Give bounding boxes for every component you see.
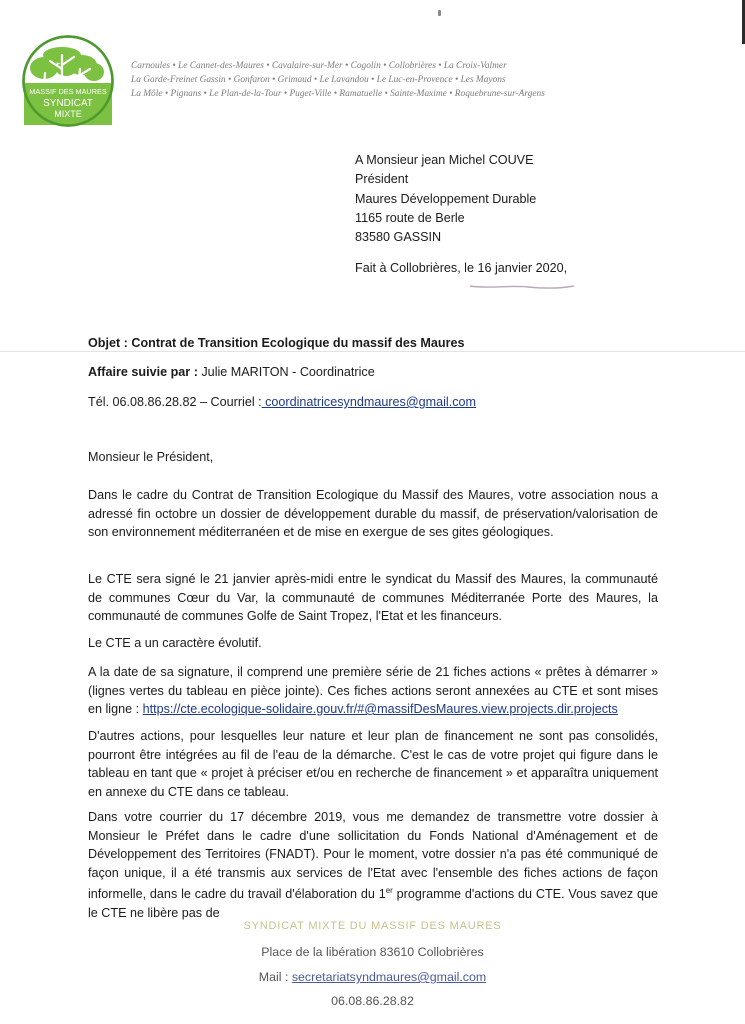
footer-mail-label: Mail : [258, 970, 292, 984]
paragraph-3: Le CTE a un caractère évolutif. [88, 636, 262, 650]
paragraph-5: D'autres actions, pour lesquelles leur nature et leur plan de financement ne sont pas consolidés, pourront être intégrées au fil de l'eau de la démarche. C'est le cas de votre projet qui figure dans le tableau en tant que « projet à préciser et/ou en recherche de financement » et apparaîtra uniquement en annexe du CTE dans ce tableau. [88, 729, 658, 799]
paragraph-6-end: programme d'actions du CTE. Vous savez que le CTE ne libère pas de [88, 887, 658, 920]
paragraph-6-text: Dans votre courrier du 17 décembre 2019, vous me demandez de transmettre votre dossier à Monsieur le Préfet dans le cadre d'une sollicitation du Fonds National d'Aménagement et de Développement des Territoires (FNADT). Pour le moment, votre dossier n'a pas été communiqué de façon unique, il a été transmis aux services de l'Etat avec l'ensemble des fiches actions de façon informelle, dans le cadre du travail d'élaboration du 1 [88, 810, 658, 902]
contact-email-link[interactable]: coordinatricesyndmaures@gmail.com [261, 395, 476, 409]
communes-line-2: La Garde-Freinet Gassin • Gonfaron • Grimaud • Le Lavandou • Le Luc-en-Provence • Les Mayons [131, 75, 506, 85]
paragraph-4 [88, 663, 658, 719]
pen-stroke-mark [468, 283, 576, 291]
contact-line [88, 395, 476, 409]
footer-address: Place de la libération 83610 Collobrières [261, 945, 484, 959]
affaire-label: Affaire suivie par : [88, 365, 198, 379]
contact-tel: Tél. 06.08.86.28.82 – Courriel : [88, 395, 262, 409]
scan-speck [438, 10, 441, 16]
fold-line [0, 351, 745, 352]
footer-mail-line [0, 970, 745, 984]
footer-mail-link[interactable]: secretariatsyndmaures@gmail.com [291, 970, 487, 984]
recipient-line-5: 83580 GASSIN [355, 230, 442, 245]
communes-line-3: La Môle • Pignans • Le Plan-de-la-Tour • Puget-Ville • Ramatuelle • Sainte-Maxime • Roquebrune-sur-Argens [131, 89, 545, 99]
affaire-line [88, 365, 375, 379]
logo-line-3: MIXTE [54, 109, 82, 119]
logo-line-1: MASSIF DES MAURES [29, 87, 107, 96]
cte-projects-link[interactable]: https://cte.ecologique-solidaire.gouv.fr/#@massifDesMaures.view.projects.dir.projects [142, 702, 618, 716]
tree-logo-icon [22, 35, 114, 127]
greeting: Monsieur le Président, [88, 450, 214, 464]
affaire-value: Julie MARITON - Coordinatrice [197, 365, 375, 379]
recipient-line-3: Maures Développement Durable [355, 191, 537, 206]
object-label: Objet : Contrat de Transition Ecologique du massif des Maures [88, 336, 465, 350]
paragraph-2: Le CTE sera signé le 21 janvier après-midi entre le syndicat du Massif des Maures, la communauté de communes Cœur du Var, la communauté de communes Méditerranée Porte des Maures, la communauté de communes Golfe de Saint Tropez, l'Etat et les financeurs. [88, 572, 658, 623]
recipient-line-2: Président [355, 172, 409, 187]
paragraph-1: Dans le cadre du Contrat de Transition Ecologique du Massif des Maures, votre association nous a adressé fin octobre un dossier de développement durable du massif, de préservation/valorisation de son environnement méditerranéen et de mise en exergue de ses gites géologiques. [88, 488, 658, 539]
object-line [88, 336, 464, 350]
paragraph-6-sup: er [385, 886, 393, 895]
communes-header [131, 59, 651, 101]
logo-line-2: SYNDICAT [43, 98, 93, 109]
recipient-line-4: 1165 route de Berle [355, 210, 465, 225]
date-line: Fait à Collobrières, le 16 janvier 2020, [355, 261, 568, 275]
footer-org: SYNDICAT MIXTE DU MASSIF DES MAURES [243, 920, 502, 932]
paragraph-6 [88, 808, 658, 922]
paragraph-4-text: A la date de sa signature, il comprend une première série de 21 fiches actions « prêtes à démarrer » (lignes vertes du tableau en pièce jointe). Ces fiches actions seront annexées au CTE et sont mises en ligne : [88, 665, 658, 716]
footer-phone: 06.08.86.28.82 [331, 994, 414, 1008]
recipient-line-1: A Monsieur jean Michel COUVE [355, 153, 534, 167]
communes-line-1: Carnoules • Le Cannet-des-Maures • Cavalaire-sur-Mer • Cogolin • Collobrières • La Croix-Valmer [131, 61, 507, 71]
recipient-address [355, 151, 536, 247]
